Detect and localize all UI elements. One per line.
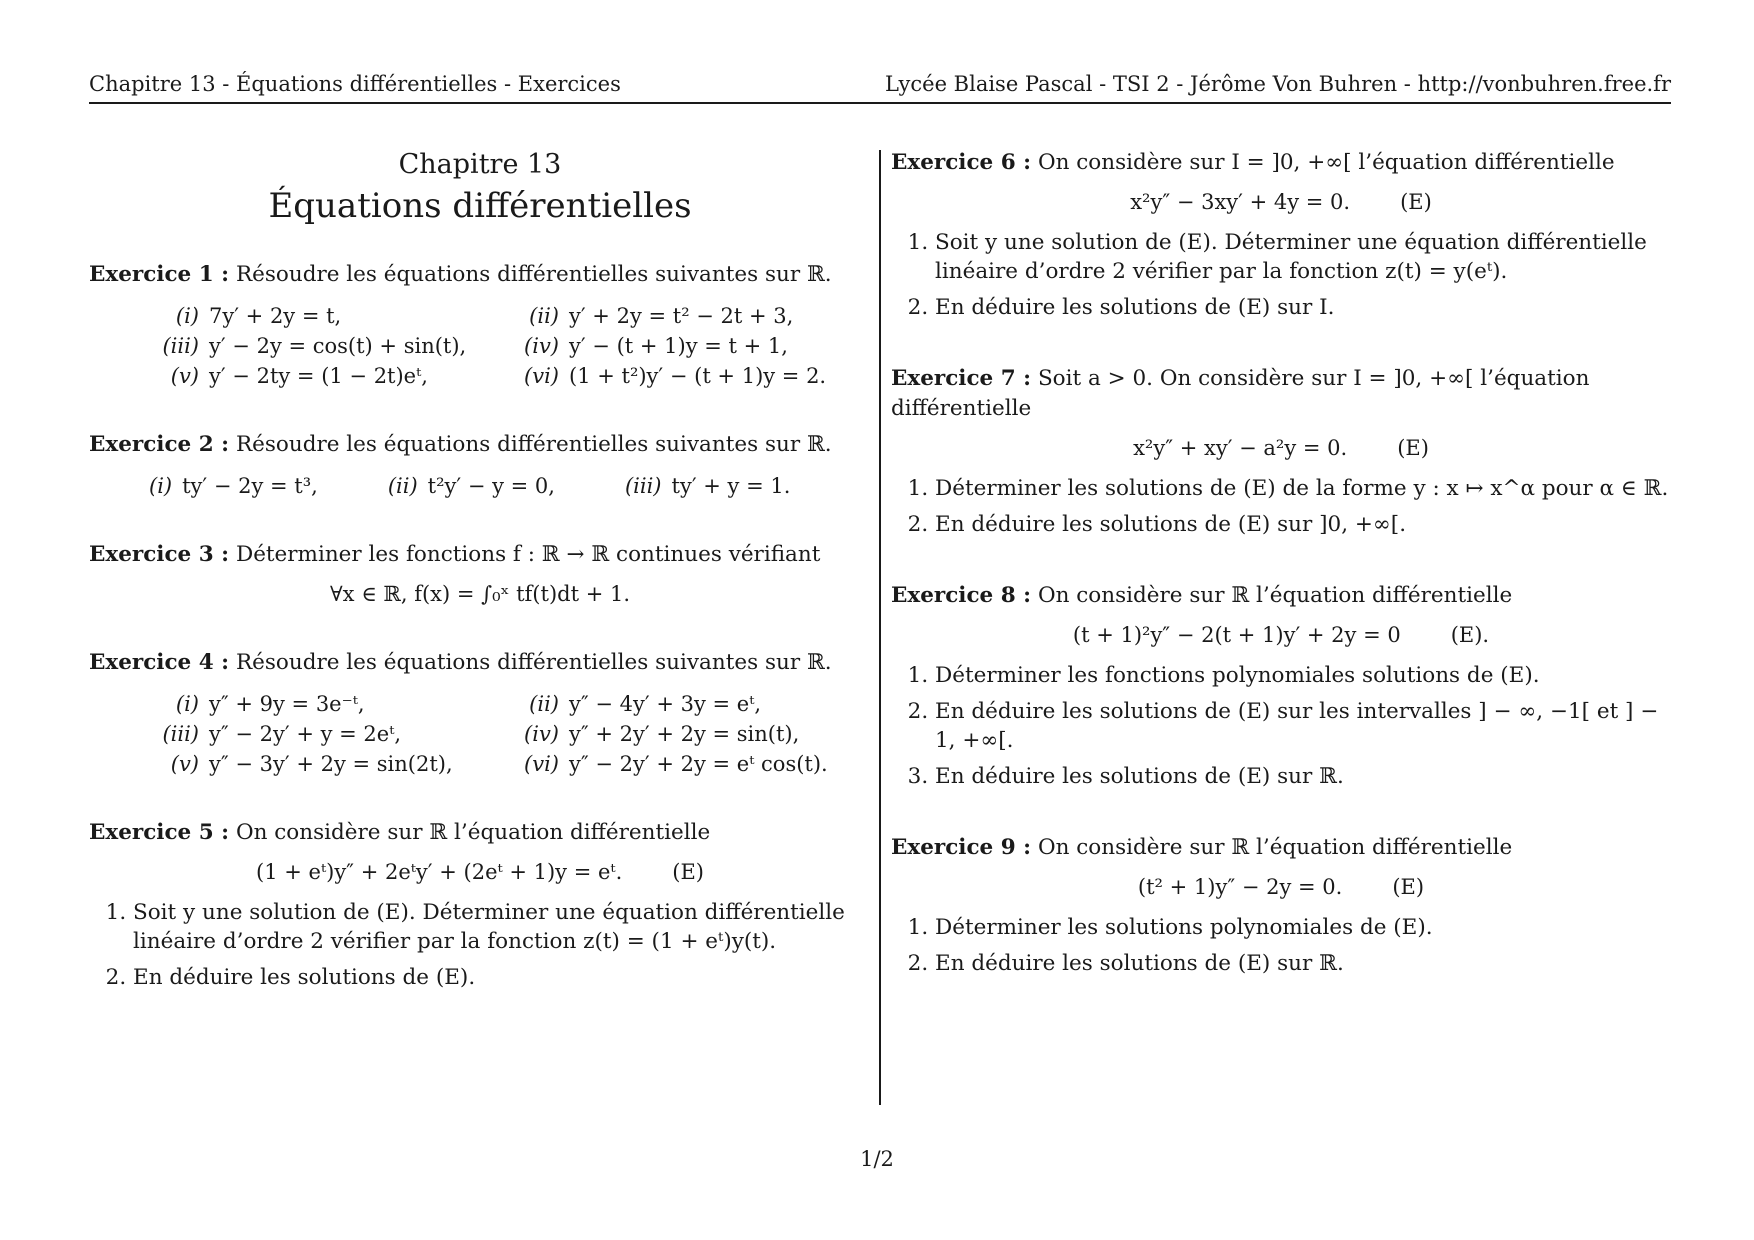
question-list — [891, 661, 1671, 791]
equation-row — [149, 474, 871, 498]
exercise-5 — [89, 818, 871, 992]
equation-item: (ii) y′ + 2y = t² − 2t + 3, — [529, 304, 794, 328]
equation-item: (ii) y″ − 4y′ + 3y = eᵗ, — [529, 692, 762, 716]
question-list — [891, 228, 1671, 322]
equation-item: (vi) y″ − 2y′ + 2y = eᵗ cos(t). — [524, 752, 828, 776]
exercise-8 — [891, 581, 1671, 791]
question-item: 2. En déduire les solutions de (E) sur ℝ. — [935, 949, 1671, 978]
exercise-text: Soit a > 0. On considère sur I = ]0, +∞[ l’équation différentielle — [891, 366, 1590, 421]
equation-item: (iv) y′ − (t + 1)y = t + 1, — [524, 334, 788, 358]
exercise-label: Exercice 3 : — [89, 542, 230, 567]
question-item: 1. Soit y une solution de (E). Déterminer une équation différentielle linéaire d’ordre 2 vérifier par la fonction z(t) = (1 + eᵗ)y(t). — [133, 898, 871, 956]
exercise-text: On considère sur I = ]0, +∞[ l’équation différentielle — [1037, 150, 1615, 175]
header-right: Lycée Blaise Pascal - TSI 2 - Jérôme Von Buhren - http://vonbuhren.free.fr — [884, 72, 1671, 96]
equation-tag: (E) — [1392, 875, 1425, 899]
exercise-text: Déterminer les fonctions f : ℝ → ℝ continues vérifiant — [235, 542, 821, 567]
question-item: 2. En déduire les solutions de (E) sur ]0, +∞[. — [935, 510, 1671, 539]
exercise-label: Exercice 4 : — [89, 650, 230, 675]
question-item: 3. En déduire les solutions de (E) sur ℝ. — [935, 762, 1671, 791]
exercise-label: Exercice 6 : — [891, 150, 1032, 175]
equation-item: (iii) y″ − 2y′ + y = 2eᵗ, — [162, 722, 402, 746]
question-list — [891, 913, 1671, 978]
page-number: 1/2 — [860, 1147, 894, 1171]
question-item: 1. Déterminer les solutions polynomiales de (E). — [935, 913, 1671, 942]
equation-item: (vi) (1 + t²)y′ − (t + 1)y = 2. — [524, 364, 827, 388]
exercise-label: Exercice 7 : — [891, 366, 1032, 391]
display-equation: (1 + eᵗ)y″ + 2eᵗy′ + (2eᵗ + 1)y = eᵗ. (E) — [256, 860, 704, 884]
header-left: Chapitre 13 - Équations différentielles - Exercices — [89, 72, 621, 96]
equation-grid — [139, 692, 871, 776]
question-item: 2. En déduire les solutions de (E). — [133, 963, 871, 992]
exercise-label: Exercice 8 : — [891, 583, 1032, 608]
equation-grid — [139, 304, 871, 388]
display-equation: (t² + 1)y″ − 2y = 0. (E) — [1137, 875, 1425, 899]
equation-tag: (E) — [1397, 436, 1429, 460]
equation-item: (v) y″ − 3y′ + 2y = sin(2t), — [170, 752, 453, 776]
equation-tag: (E). — [1450, 623, 1490, 647]
exercise-text: Résoudre les équations différentielles suivantes sur ℝ. — [235, 432, 832, 457]
page-header — [89, 72, 1671, 104]
exercise-text: Résoudre les équations différentielles suivantes sur ℝ. — [235, 650, 832, 675]
question-item: 1. Déterminer les fonctions polynomiales solutions de (E). — [935, 661, 1671, 690]
equation-item: (ii) t²y′ − y = 0, — [387, 474, 555, 498]
chapter-title — [89, 148, 871, 230]
left-column — [89, 148, 871, 1034]
exercise-text: On considère sur ℝ l’équation différentielle — [1037, 583, 1513, 608]
exercise-4 — [89, 648, 871, 776]
exercise-label: Exercice 9 : — [891, 835, 1032, 860]
chapter-name: Équations différentielles — [268, 186, 692, 226]
exercise-3 — [89, 540, 871, 606]
display-equation: x²y″ − 3xy′ + 4y = 0. (E) — [1130, 190, 1432, 214]
display-equation: (t + 1)²y″ − 2(t + 1)y′ + 2y = 0 (E). — [1072, 623, 1490, 647]
equation-item: (i) y″ + 9y = 3e⁻ᵗ, — [175, 692, 365, 716]
exercise-text: Résoudre les équations différentielles suivantes sur ℝ. — [235, 262, 832, 287]
equation-item: (i) 7y′ + 2y = t, — [175, 304, 342, 328]
display-equation: x²y″ + xy′ − a²y = 0. (E) — [1133, 436, 1429, 460]
exercise-6 — [891, 148, 1671, 322]
exercise-1 — [89, 260, 871, 388]
display-equation: ∀x ∈ ℝ, f(x) = ∫₀ˣ tf(t)dt + 1. — [330, 582, 630, 606]
exercise-label: Exercice 2 : — [89, 432, 230, 457]
equation-tag: (E) — [672, 860, 704, 884]
question-list — [891, 474, 1671, 539]
question-item: 2. En déduire les solutions de (E) sur les intervalles ] − ∞, −1[ et ] − 1, +∞[. — [935, 697, 1671, 755]
exercise-9 — [891, 833, 1671, 978]
equation-tag: (E) — [1400, 190, 1432, 214]
question-list — [89, 898, 871, 992]
equation-item: (iii) ty′ + y = 1. — [624, 474, 791, 498]
equation-item: (i) ty′ − 2y = t³, — [149, 474, 318, 498]
equation-item: (iii) y′ − 2y = cos(t) + sin(t), — [162, 334, 467, 358]
exercise-text: On considère sur ℝ l’équation différentielle — [1037, 835, 1513, 860]
exercise-label: Exercice 1 : — [89, 262, 230, 287]
right-column — [891, 148, 1671, 1020]
chapter-number: Chapitre 13 — [398, 149, 562, 180]
question-item: 1. Soit y une solution de (E). Déterminer une équation différentielle linéaire d’ordre 2 vérifier par la fonction z(t) = y(eᵗ). — [935, 228, 1671, 286]
exercise-label: Exercice 5 : — [89, 820, 230, 845]
exercise-7 — [891, 364, 1671, 539]
question-item: 1. Déterminer les solutions de (E) de la forme y : x ↦ x^α pour α ∈ ℝ. — [935, 474, 1671, 503]
column-divider — [879, 150, 881, 1105]
exercise-2 — [89, 430, 871, 498]
exercise-text: On considère sur ℝ l’équation différentielle — [235, 820, 711, 845]
question-item: 2. En déduire les solutions de (E) sur I. — [935, 293, 1671, 322]
equation-item: (v) y′ − 2ty = (1 − 2t)eᵗ, — [170, 364, 428, 388]
equation-item: (iv) y″ + 2y′ + 2y = sin(t), — [524, 722, 800, 746]
